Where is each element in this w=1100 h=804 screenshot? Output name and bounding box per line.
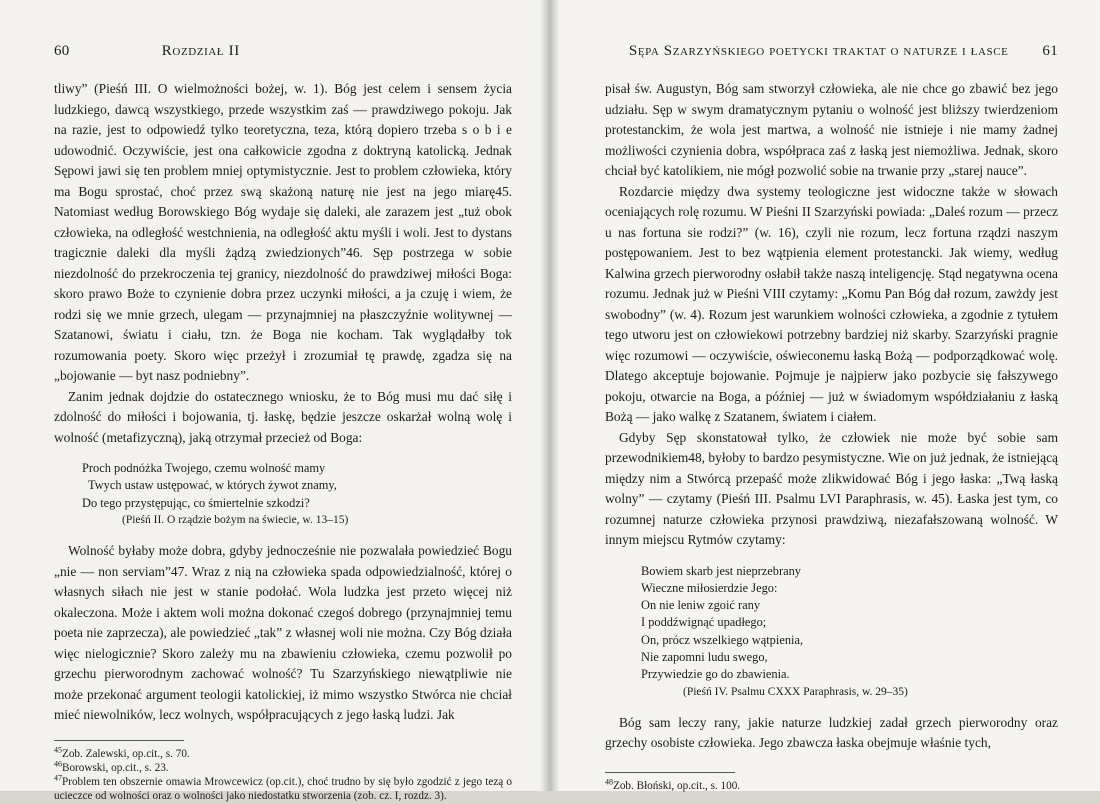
- verse-line: Wieczne miłosierdzie Jego:: [641, 580, 778, 595]
- right-paragraph-1: pisał św. Augustyn, Bóg sam stworzył człowieka, ale nie chce go zbawić bez jego udziału. Sęp w swym dramatycznym pytaniu o wolność jest bliższy twierdzeniom protestanckim, że wola jest martwa, a wolność nie istnieje i nie mamy żadnej możliwości czynienia dobra, współpraca zaś z łaską jest niemożliwa. Jednak, skoro chciał być katolikiem, nie mógł pozwolić sobie na trwanie przy „starej nauce”.: [605, 81, 1058, 178]
- footnote: $^{45}$Zob. Zalewski, op.cit., s. 70.: [54, 744, 190, 760]
- right-paragraph-4: Bóg sam leczy rany, jakie naturze ludzkiej zadał grzech pierworodny oraz grzechy osobiste człowieka. Jego zbawcza łaska obejmuje właśnie tych,: [605, 714, 1058, 751]
- verse-line: Nie zapomni ludu swego,: [641, 649, 768, 664]
- footnote: $^{46}$Borowski, op.cit., s. 23.: [54, 759, 169, 774]
- verse-line: Bowiem skarb jest nieprzebrany: [641, 563, 801, 578]
- left-page: [0, 0, 550, 803]
- right-running-head: [605, 43, 1058, 63]
- right-chapter-title: Sępa Szarzyńskiego poetycki traktat o naturze i łasce: [628, 43, 1009, 59]
- left-body-text: [54, 79, 512, 448]
- verse-line: Proch podnóżka Twojego, czemu wolność mamy: [82, 461, 326, 475]
- left-verse-quote: [82, 460, 512, 529]
- right-paragraph-3: Gdyby Sęp skonstatował tylko, że człowiek nie może być sobie sam przewodnikiem48, byłoby to bardzo pesymistyczne. Wie on już jednak, że istniejącą między nim a Stwórcą przepaść może zlikwidować Bóg i jego łaska: „Twą łaską wolny” — czytamy (Pieśń III. Psalmu LVI Paraphrasis, w. 45). Łaska jest tym, co rozumnej naturze człowieka przynosi prawdziwą, niezafałszowaną wolność. W innym miejscu Rytmów czytamy:: [605, 429, 1058, 547]
- verse-source: (Pieśń II. O rządzie bożym na świecie, w. 13–15): [122, 513, 349, 526]
- left-paragraph-3: Wolność byłaby może dobra, gdyby jednocześnie nie pozwalała powiedzieć Bogu „nie — non serviam”47. Wraz z nią na człowieka spada odpowiedzialność, której o własnych siłach nie jest w stanie podołać. Wola ludzka jest przeto więcej niż okaleczona. Może i aktem woli można dokonać czegoś dobrego (przynajmniej temu poeta nie zaprzecza), ale powiedzieć „tak” z własnej woli nie można. Czy Bóg działa więc nielogicznie? Skoro zależy mu na zbawieniu człowieka, czemu pozwolił po grzechu pierworodnym zachować wolność? Tu Szarzyńskiego niewątpliwie nie może przekonać argument teologii katolickiej, iż mimo wszystko Stwórca nie chciał mieć niewolników, lecz wolnych, współpracujących z jego łaską ludzi. Jak: [54, 543, 512, 723]
- left-body-text-2: [54, 541, 512, 726]
- left-footnotes: [54, 740, 512, 804]
- verse-line: I poddźwignąć upadłego;: [641, 615, 767, 630]
- verse-line: Przywiedzie go do zbawienia.: [641, 667, 790, 682]
- footnote-rule: [605, 772, 735, 773]
- right-body-text-2: [605, 713, 1058, 754]
- left-paragraph-1: tliwy” (Pieśń III. O wielmożności bożej, w. 1). Bóg jest celem i sensem życia ludzkiego, dawcą wszystkiego, przede wszystkim zaś — prawdziwego pokoju. Jak na razie, jest to odpowiedź tylko teoretyczna, teza, którą dopiero trzeba s o b i e udowodnić. Oczywiście, jest ona całkowicie zgodna z doktryną katolicką. Jednak Sępowi jawi się ten problem mniej optymistycznie. Jest to problem człowieka, który ma Bogu sprostać, choć przez swą skażoną naturę nie jest na jego miarę45. Natomiast według Borowskiego Bóg wydaje się daleki, ale zarazem jest „tuż obok człowieka, na odległość westchnienia, na odległość aktu myśli i woli. Jest to dystans tragicznie daleki dla myśli żądzą zwiedzionych”46. Sęp postrzega w sobie niezdolność do przekroczenia tej granicy, niezdolność do prawdziwej miłości Boga: skoro prawo Boże to czynienie dobra przez uczynki miłości, a ja czuję i wiem, że rodzi się we mnie grzech, ulegam — przynajmniej na płaszczyźnie wolitywnej — Szatanowi, światu i ciału, tzn. że Boga nie kocham. Tak wyglądałby tok rozumowania poety. Skoro więc przeżył i zrozumiał tę prawdę, zgadza się na „bojowanie — byt nasz podniebny”.: [54, 81, 512, 383]
- verse-line: Twych ustaw ustępować, w których żywot znamy,: [88, 478, 337, 493]
- right-body-text: [605, 79, 1058, 551]
- left-running-head: [54, 43, 512, 63]
- left-chapter-title: Rozdział II: [161, 43, 240, 59]
- verse-source: (Pieśń IV. Psalmu CXXX Paraphrasis, w. 29–35): [683, 685, 908, 698]
- left-page-number: 60: [54, 43, 70, 59]
- footnote-rule: [54, 740, 184, 741]
- right-page-number: 61: [1042, 43, 1058, 59]
- left-paragraph-2: Zanim jednak dojdzie do ostatecznego wniosku, że to Bóg musi mu dać siłę i zdolność do miłości i bojowania, tj. łaskę, będzie jeszcze oskarżał wolną wolę i wolność (metafizyczną), jaką otrzymał przecież od Boga:: [54, 388, 512, 445]
- book-gutter-shadow: [540, 0, 560, 791]
- right-page: [550, 0, 1100, 791]
- right-verse-quote: [641, 563, 1058, 701]
- right-paragraph-2: Rozdarcie między dwa systemy teologiczne jest widoczne także w słowach oceniających rolę rozumu. W Pieśni II Szarzyński powiada: „Daleś rozum — przecz u nas fortuna sie rodzi?” (w. 16), czyli nie rozum, lecz fortuna rządzi naszym postępowaniem. Jest to bez wątpienia element protestancki. Jak wiemy, według Kalwina grzech pierworodny osłabił także naszą inteligencję. Stąd negatywna ocena rozumu. Jednak już w Pieśni VIII czytamy: „Komu Pan Bóg dał rozum, zawżdy jest swobodny” (w. 4). Rozum jest warunkiem wolności człowieka, a zgodnie z tytułem tego utworu jest on człowiekowi potrzebny bardziej niż skarby. Szarzyński pragnie więc rozumowi — oczywiście, oświeconemu łaską Bożą — podporządkować wolę. Dlatego akceptuje bojowanie. Pojmuje je najpierw jako pozbycie się fałszywego pokoju, otwarcie na Boga, a później — już w świadomym współdziałaniu z łaską Bożą — jako walkę z Szatanem, światem i ciałem.: [605, 183, 1058, 424]
- verse-line: On, prócz wszelkiego wątpienia,: [641, 632, 804, 647]
- verse-line: Do tego przystępując, co śmiertelnie szkodzi?: [82, 495, 310, 510]
- footnote: $^{48}$Zob. Błoński, op.cit., s. 100.: [605, 777, 741, 792]
- footnote: $^{47}$Problem ten obszernie omawia Mrowcewicz (op.cit.), choć trudno by się było zgodzić z jego tezą o ucieczce od wolności oraz o wolności jako niedostatku stworzenia (zob. cz. I, rozdz. 3).: [54, 773, 512, 803]
- verse-line: On nie leniw zgoić rany: [641, 598, 761, 613]
- right-footnotes: [605, 772, 1058, 793]
